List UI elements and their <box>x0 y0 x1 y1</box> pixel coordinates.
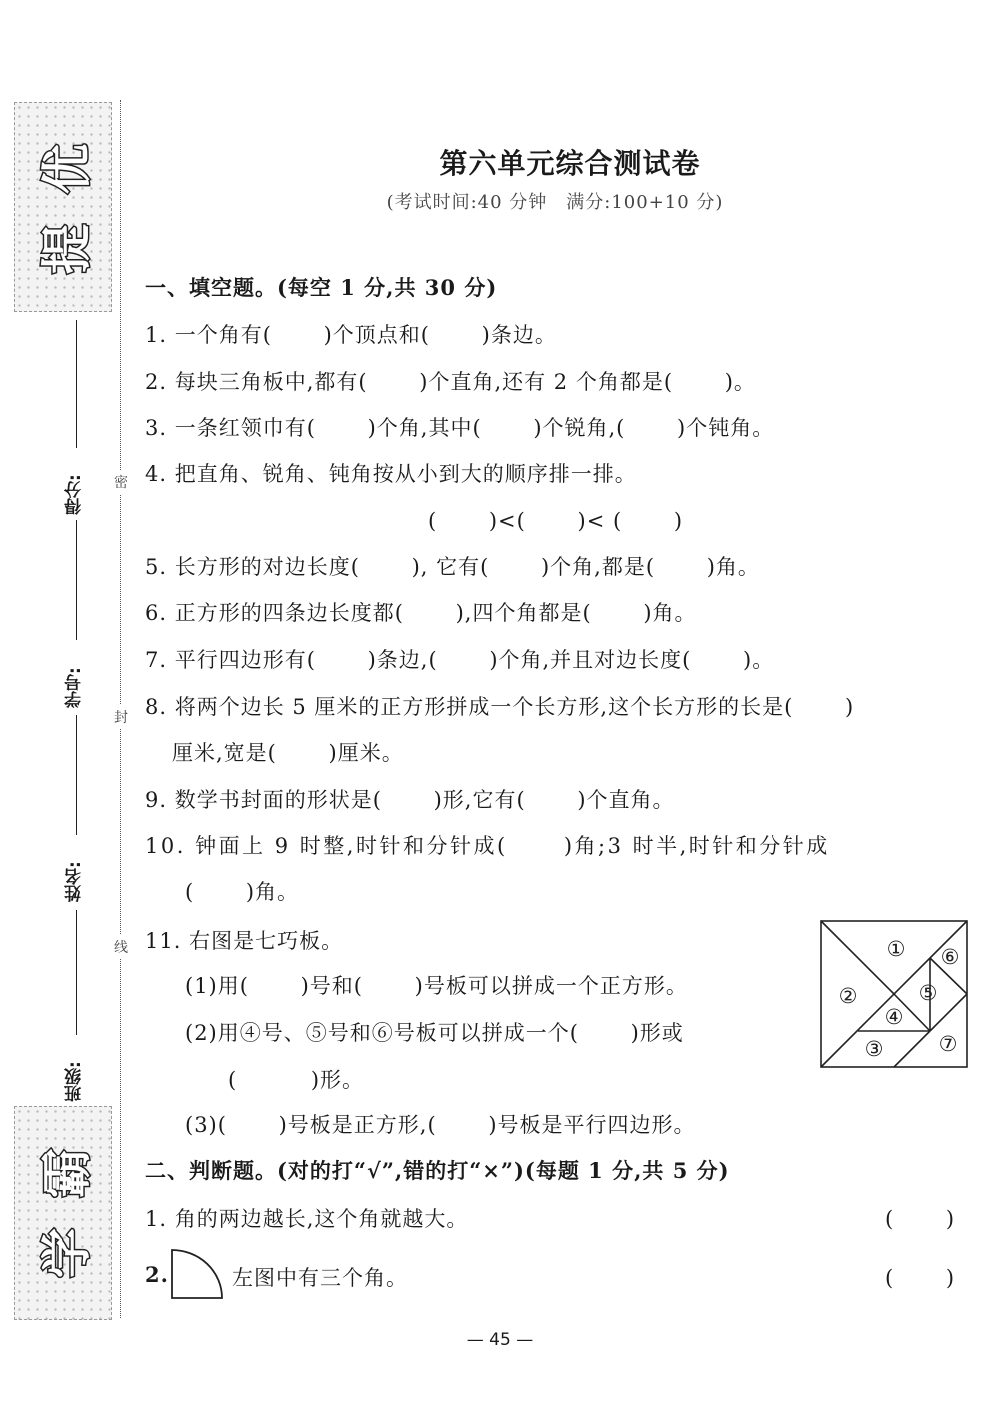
tangram-line-a <box>821 921 894 994</box>
question-1-9: 9. 数学书封面的形状是( )形,它有( )个直角。 <box>145 788 675 812</box>
tangram-figure <box>818 918 970 1070</box>
question-1-10-line1: 10. 钟面上 9 时整,时针和分针成( )角;3 时半,时针和分针成 <box>145 834 830 858</box>
badge-bottom-char-2: 学 <box>38 1228 96 1278</box>
question-2-2-number: 2. <box>145 1262 169 1287</box>
score-line <box>76 320 77 448</box>
question-1-11: 11. 右图是七巧板。 <box>145 929 344 953</box>
question-1-8-line2: 厘米,宽是( )厘米。 <box>172 741 404 765</box>
question-1-7: 7. 平行四边形有( )条边,( )个角,并且对边长度( )。 <box>145 648 775 672</box>
page-subtitle: (考试时间:40 分钟 满分:100+10 分) <box>386 192 724 213</box>
question-2-2: 左图中有三个角。 <box>232 1266 408 1290</box>
badge-top-char-1: 优 <box>38 144 96 194</box>
question-1-11-3: (3)( )号板是正方形,( )号板是平行四边形。 <box>185 1113 696 1137</box>
question-2-1: 1. 角的两边越长,这个角就越大。 <box>145 1207 469 1231</box>
question-1-11-1: (1)用( )号和( )号板可以拼成一个正方形。 <box>185 974 688 998</box>
question-1-11-2-line1: (2)用④号、⑤号和⑥号板可以拼成一个( )形或 <box>185 1021 684 1045</box>
badge-bottom <box>14 1106 112 1320</box>
question-1-11-2-line2: ( )形。 <box>228 1068 365 1092</box>
score-label: 得分: <box>65 474 85 515</box>
question-1-3: 3. 一条红领巾有( )个角,其中( )个锐角,( )个钝角。 <box>145 416 775 440</box>
page-number: — 45 — <box>466 1330 534 1350</box>
badge-bottom-char-1: 霸 <box>38 1148 96 1198</box>
tangram-label-1: ① <box>886 937 906 961</box>
question-1-8-line1: 8. 将两个边长 5 厘米的正方形拼成一个长方形,这个长方形的长是( ) <box>145 695 855 719</box>
seal-mi: 密 <box>112 470 130 494</box>
question-2-1-blank: ( ) <box>885 1207 956 1231</box>
seal-feng: 封 <box>112 705 130 729</box>
tangram-label-6: ⑥ <box>940 945 960 969</box>
tangram-line-g <box>894 1031 930 1067</box>
question-1-10-line2: ( )角。 <box>185 880 300 904</box>
badge-top-char-2: 提 <box>38 224 96 274</box>
quarter-circle-figure <box>168 1246 228 1302</box>
question-1-1: 1. 一个角有( )个顶点和( )条边。 <box>145 323 557 347</box>
seal-xian: 线 <box>112 935 130 959</box>
question-1-5: 5. 长方形的对边长度( ), 它有( )个角,都是( )角。 <box>145 555 760 579</box>
tangram-label-2: ② <box>838 984 858 1008</box>
student-no-line <box>76 520 77 640</box>
tangram-label-7: ⑦ <box>938 1032 958 1056</box>
quarter-circle-shape <box>172 1250 222 1298</box>
student-no-label: 学号: <box>65 667 85 708</box>
question-1-6: 6. 正方形的四条边长度都( ),四个角都是( )角。 <box>145 601 697 625</box>
class-label: 班级: <box>65 1061 85 1102</box>
question-1-2: 2. 每块三角板中,都有( )个直角,还有 2 个角都是( )。 <box>145 370 756 394</box>
page-title: 第六单元综合测试卷 <box>439 147 701 180</box>
tangram-label-5: ⑤ <box>918 981 938 1005</box>
section2-heading: 二、判断题。(对的打“√”,错的打“×”)(每题 1 分,共 5 分) <box>145 1158 730 1183</box>
tangram-label-3: ③ <box>864 1037 884 1061</box>
question-1-4: 4. 把直角、锐角、钝角按从小到大的顺序排一排。 <box>145 462 637 486</box>
name-label: 姓名: <box>65 861 85 902</box>
question-2-2-blank: ( ) <box>885 1266 956 1290</box>
class-line <box>76 910 77 1035</box>
tangram-label-4: ④ <box>884 1005 904 1029</box>
question-1-4-answer: ( )<( )< ( ) <box>428 509 684 533</box>
name-line <box>76 715 77 835</box>
section1-heading: 一、填空题。(每空 1 分,共 30 分) <box>145 275 498 300</box>
